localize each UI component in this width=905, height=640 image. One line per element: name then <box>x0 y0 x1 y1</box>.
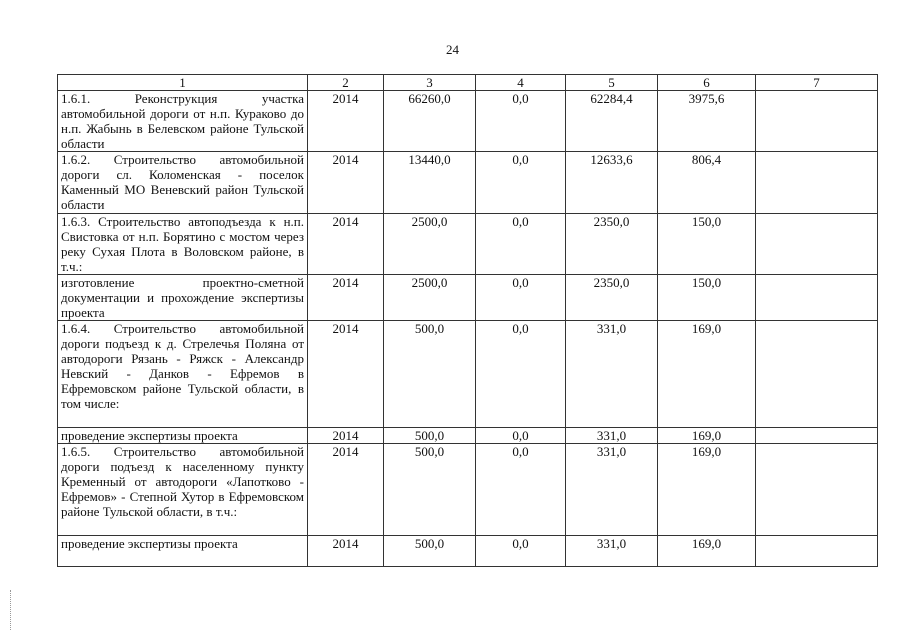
row-value: 169,0 <box>658 321 756 428</box>
row-value: 0,0 <box>476 275 566 321</box>
row-value: 62284,4 <box>566 91 658 152</box>
row-value <box>756 444 878 536</box>
table-row <box>58 214 878 275</box>
row-value <box>756 321 878 428</box>
row-value <box>756 275 878 321</box>
row-year: 2014 <box>308 444 384 536</box>
column-header: 4 <box>476 75 566 91</box>
page-number: 24 <box>446 42 459 57</box>
row-value: 331,0 <box>566 428 658 444</box>
row-value: 500,0 <box>384 444 476 536</box>
table-header-row <box>58 75 878 91</box>
table-row <box>58 321 878 428</box>
row-value <box>756 214 878 275</box>
row-value: 13440,0 <box>384 152 476 214</box>
row-description: 1.6.5. Строительство автомобильной дороги подъезд к населенному пункту Кременный от автодороги «Лапотково - Ефремов» - Степной Хутор в Ефремовском районе Тульской области, в т.ч.: <box>58 444 308 536</box>
row-description: 1.6.1. Реконструкция участка автомобильной дороги от н.п. Кураково до н.п. Жабынь в Белевском районе Тульской области <box>58 91 308 152</box>
row-value: 806,4 <box>658 152 756 214</box>
table-row <box>58 428 878 444</box>
row-value: 0,0 <box>476 91 566 152</box>
column-header: 6 <box>658 75 756 91</box>
row-value: 331,0 <box>566 536 658 567</box>
table-row <box>58 152 878 214</box>
row-value: 0,0 <box>476 321 566 428</box>
row-value: 2500,0 <box>384 275 476 321</box>
row-value: 66260,0 <box>384 91 476 152</box>
row-year: 2014 <box>308 214 384 275</box>
row-value <box>756 536 878 567</box>
row-value: 169,0 <box>658 428 756 444</box>
row-description: 1.6.2. Строительство автомобильной дороги сл. Коломенская - поселок Каменный МО Веневский район Тульской области <box>58 152 308 214</box>
row-value: 331,0 <box>566 444 658 536</box>
column-header: 1 <box>58 75 308 91</box>
row-description: изготовление проектно-сметной документации и прохождение экспертизы проекта <box>58 275 308 321</box>
table-row <box>58 444 878 536</box>
column-header: 5 <box>566 75 658 91</box>
table-row <box>58 536 878 567</box>
row-value <box>756 428 878 444</box>
row-description: 1.6.3. Строительство автоподъезда к н.п. Свистовка от н.п. Борятино с мостом через реку Сухая Плота в Воловском районе, в т.ч.: <box>58 214 308 275</box>
column-header: 7 <box>756 75 878 91</box>
row-year: 2014 <box>308 428 384 444</box>
row-value: 500,0 <box>384 321 476 428</box>
table-row <box>58 275 878 321</box>
scan-artifact <box>10 590 15 630</box>
row-value: 12633,6 <box>566 152 658 214</box>
row-value: 0,0 <box>476 444 566 536</box>
row-value: 2350,0 <box>566 214 658 275</box>
row-year: 2014 <box>308 321 384 428</box>
row-value: 150,0 <box>658 275 756 321</box>
row-year: 2014 <box>308 152 384 214</box>
row-value: 150,0 <box>658 214 756 275</box>
row-value: 0,0 <box>476 152 566 214</box>
row-value: 0,0 <box>476 428 566 444</box>
table-row <box>58 91 878 152</box>
row-value: 331,0 <box>566 321 658 428</box>
row-value: 2350,0 <box>566 275 658 321</box>
row-value: 500,0 <box>384 428 476 444</box>
row-description: проведение экспертизы проекта <box>58 536 308 567</box>
row-description: 1.6.4. Строительство автомобильной дороги подъезд к д. Стрелечья Поляна от автодороги Рязань - Ряжск - Александр Невский - Данков - Ефремов в Ефремовском районе Тульской области, в том числе: <box>58 321 308 428</box>
row-value: 500,0 <box>384 536 476 567</box>
row-year: 2014 <box>308 91 384 152</box>
row-value <box>756 152 878 214</box>
row-value: 3975,6 <box>658 91 756 152</box>
row-year: 2014 <box>308 536 384 567</box>
row-year: 2014 <box>308 275 384 321</box>
row-description: проведение экспертизы проекта <box>58 428 308 444</box>
row-value: 0,0 <box>476 536 566 567</box>
column-header: 2 <box>308 75 384 91</box>
row-value: 0,0 <box>476 214 566 275</box>
budget-table <box>57 74 878 567</box>
row-value: 169,0 <box>658 536 756 567</box>
row-value: 169,0 <box>658 444 756 536</box>
column-header: 3 <box>384 75 476 91</box>
row-value: 2500,0 <box>384 214 476 275</box>
row-value <box>756 91 878 152</box>
